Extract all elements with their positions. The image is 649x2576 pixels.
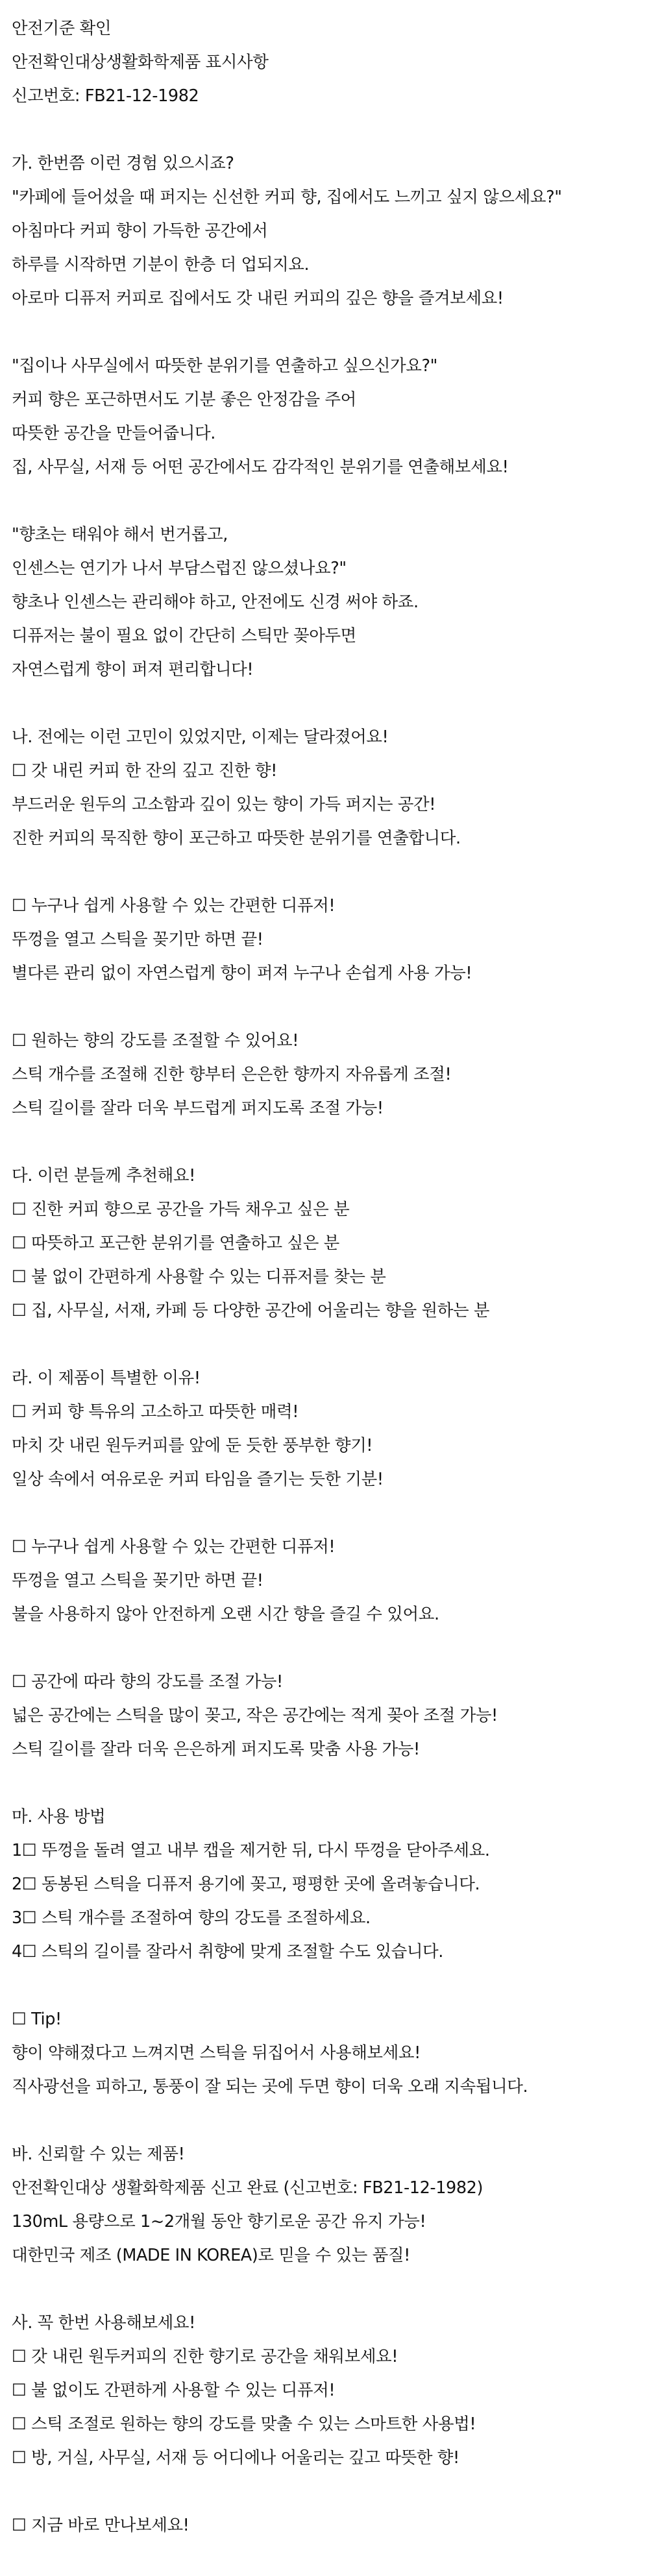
paragraph bbox=[12, 349, 641, 484]
text-line: 사. 꼭 한번 사용해보세요! bbox=[12, 2313, 195, 2333]
text-line: 향이 약해졌다고 느껴지면 스틱을 뒤집어서 사용해보세요! bbox=[12, 2043, 421, 2063]
text-line: ☐ 불 없이도 간편하게 사용할 수 있는 디퓨저! bbox=[12, 2381, 336, 2400]
text-line: 나. 전에는 이런 고민이 있었지만, 이제는 달라졌어요! bbox=[12, 727, 389, 747]
text-line: 안전확인대상 생활화학제품 신고 완료 (신고번호: FB21-12-1982) bbox=[12, 2178, 484, 2198]
text-line: 가. 한번쯤 이런 경험 있으시죠? bbox=[12, 154, 234, 173]
text-line: 스틱 길이를 잘라 더욱 은은하게 퍼지도록 맞춤 사용 가능! bbox=[12, 1740, 420, 1759]
text-line: 대한민국 제조 (MADE IN KOREA)로 믿을 수 있는 품질! bbox=[12, 2246, 410, 2265]
text-line: 2☐ 동봉된 스틱을 디퓨저 용기에 꽂고, 평평한 곳에 올려놓습니다. bbox=[12, 1875, 480, 1894]
text-line: "카페에 들어섰을 때 퍼지는 신선한 커피 향, 집에서도 느끼고 싶지 않으세요?" bbox=[12, 188, 562, 207]
text-line: 진한 커피의 묵직한 향이 포근하고 따뜻한 분위기를 연출합니다. bbox=[12, 829, 461, 848]
text-line: 스틱 개수를 조절해 진한 향부터 은은한 향까지 자유롭게 조절! bbox=[12, 1065, 452, 1084]
text-line: ☐ 따뜻하고 포근한 분위기를 연출하고 싶은 분 bbox=[12, 1233, 339, 1253]
paragraph bbox=[12, 2002, 641, 2104]
text-line: "향초는 태워야 해서 번거롭고, bbox=[12, 525, 228, 544]
paragraph bbox=[12, 2137, 641, 2272]
text-line: 별다른 관리 없이 자연스럽게 향이 퍼져 누구나 손쉽게 사용 가능! bbox=[12, 964, 472, 983]
text-line: ☐ 공간에 따라 향의 강도를 조절 가능! bbox=[12, 1672, 283, 1692]
paragraph bbox=[12, 1024, 641, 1125]
text-line: 신고번호: FB21-12-1982 bbox=[12, 86, 199, 106]
text-line: 스틱 길이를 잘라 더욱 부드럽게 퍼지도록 조절 가능! bbox=[12, 1099, 384, 1118]
text-line: 향초나 인센스는 관리해야 하고, 안전에도 신경 써야 하죠. bbox=[12, 592, 419, 612]
text-line: ☐ 누구나 쉽게 사용할 수 있는 간편한 디퓨저! bbox=[12, 1537, 336, 1557]
text-line: 부드러운 원두의 고소함과 깊이 있는 향이 가득 퍼지는 공간! bbox=[12, 795, 436, 814]
text-line: 넓은 공간에는 스틱을 많이 꽂고, 작은 공간에는 적게 꽂아 조절 가능! bbox=[12, 1706, 498, 1725]
text-line: ☐ 불 없이 간편하게 사용할 수 있는 디퓨저를 찾는 분 bbox=[12, 1267, 386, 1287]
text-line: 1☐ 뚜껑을 돌려 열고 내부 캡을 제거한 뒤, 다시 뚜껑을 닫아주세요. bbox=[12, 1841, 490, 1860]
text-line: 직사광선을 피하고, 통풍이 잘 되는 곳에 두면 향이 더욱 오래 지속됩니다. bbox=[12, 2077, 528, 2096]
text-line: ☐ 커피 향 특유의 고소하고 따뜻한 매력! bbox=[12, 1402, 299, 1422]
paragraph bbox=[12, 2509, 641, 2542]
text-line: 커피 향은 포근하면서도 기분 좋은 안정감을 주어 bbox=[12, 390, 356, 409]
paragraph bbox=[12, 720, 641, 855]
paragraph bbox=[12, 1159, 641, 1328]
text-line: 안전확인대상생활화학제품 표시사항 bbox=[12, 53, 269, 72]
text-line: ☐ 누구나 쉽게 사용할 수 있는 간편한 디퓨저! bbox=[12, 896, 336, 916]
paragraph bbox=[12, 1665, 641, 1766]
text-line: ☐ 지금 바로 만나보세요! bbox=[12, 2516, 190, 2535]
paragraph bbox=[12, 147, 641, 315]
product-description-document bbox=[12, 12, 641, 2576]
text-line: 4☐ 스틱의 길이를 잘라서 취향에 맞게 조절할 수도 있습니다. bbox=[12, 1942, 443, 1962]
paragraph bbox=[12, 889, 641, 990]
text-line: 인센스는 연기가 나서 부담스럽진 않으셨나요?" bbox=[12, 559, 347, 578]
text-line: 자연스럽게 향이 퍼져 편리합니다! bbox=[12, 660, 254, 679]
text-line: 라. 이 제품이 특별한 이유! bbox=[12, 1368, 201, 1388]
paragraph bbox=[12, 2306, 641, 2475]
text-line: 따뜻한 공간을 만들어줍니다. bbox=[12, 424, 215, 443]
text-line: 3☐ 스틱 개수를 조절하여 향의 강도를 조절하세요. bbox=[12, 1908, 371, 1928]
text-line: 일상 속에서 여유로운 커피 타임을 즐기는 듯한 기분! bbox=[12, 1470, 384, 1489]
text-line: 130mL 용량으로 1~2개월 동안 향기로운 공간 유지 가능! bbox=[12, 2212, 426, 2231]
paragraph bbox=[12, 518, 641, 687]
text-line: 마치 갓 내린 원두커피를 앞에 둔 듯한 풍부한 향기! bbox=[12, 1436, 373, 1455]
text-line: 안전기준 확인 bbox=[12, 19, 112, 38]
text-line: 디퓨저는 불이 필요 없이 간단히 스틱만 꽂아두면 bbox=[12, 626, 356, 646]
text-line: ☐ 원하는 향의 강도를 조절할 수 있어요! bbox=[12, 1031, 299, 1051]
text-line: 집, 사무실, 서재 등 어떤 공간에서도 감각적인 분위기를 연출해보세요! bbox=[12, 457, 509, 477]
text-line: ☐ 방, 거실, 사무실, 서재 등 어디에나 어울리는 깊고 따뜻한 향! bbox=[12, 2448, 459, 2468]
text-line: ☐ 스틱 조절로 원하는 향의 강도를 맞출 수 있는 스마트한 사용법! bbox=[12, 2414, 476, 2434]
paragraph bbox=[12, 12, 641, 113]
text-line: 아로마 디퓨저 커피로 집에서도 갓 내린 커피의 깊은 향을 즐겨보세요! bbox=[12, 289, 504, 308]
text-line: ☐ 갓 내린 원두커피의 진한 향기로 공간을 채워보세요! bbox=[12, 2347, 398, 2366]
text-line: ☐ 진한 커피 향으로 공간을 가득 채우고 싶은 분 bbox=[12, 1200, 350, 1219]
text-line: 마. 사용 방법 bbox=[12, 1807, 106, 1827]
text-line: 불을 사용하지 않아 안전하게 오랜 시간 향을 즐길 수 있어요. bbox=[12, 1605, 439, 1624]
text-line: 뚜껑을 열고 스틱을 꽂기만 하면 끝! bbox=[12, 1571, 263, 1590]
text-line: 바. 신뢰할 수 있는 제품! bbox=[12, 2145, 185, 2164]
paragraph bbox=[12, 1800, 641, 1969]
text-line: ☐ 집, 사무실, 서재, 카페 등 다양한 공간에 어울리는 향을 원하는 분 bbox=[12, 1301, 490, 1320]
text-line: "집이나 사무실에서 따뜻한 분위기를 연출하고 싶으신가요?" bbox=[12, 356, 437, 376]
text-line: 다. 이런 분들께 추천해요! bbox=[12, 1166, 195, 1185]
text-line: 하루를 시작하면 기분이 한층 더 업되지요. bbox=[12, 255, 310, 274]
text-line: 뚜껑을 열고 스틱을 꽂기만 하면 끝! bbox=[12, 930, 263, 949]
text-line: ☐ Tip! bbox=[12, 2010, 62, 2029]
paragraph bbox=[12, 1530, 641, 1631]
text-line: ☐ 갓 내린 커피 한 잔의 깊고 진한 향! bbox=[12, 761, 277, 781]
text-line: 아침마다 커피 향이 가득한 공간에서 bbox=[12, 221, 268, 241]
paragraph bbox=[12, 1361, 641, 1496]
